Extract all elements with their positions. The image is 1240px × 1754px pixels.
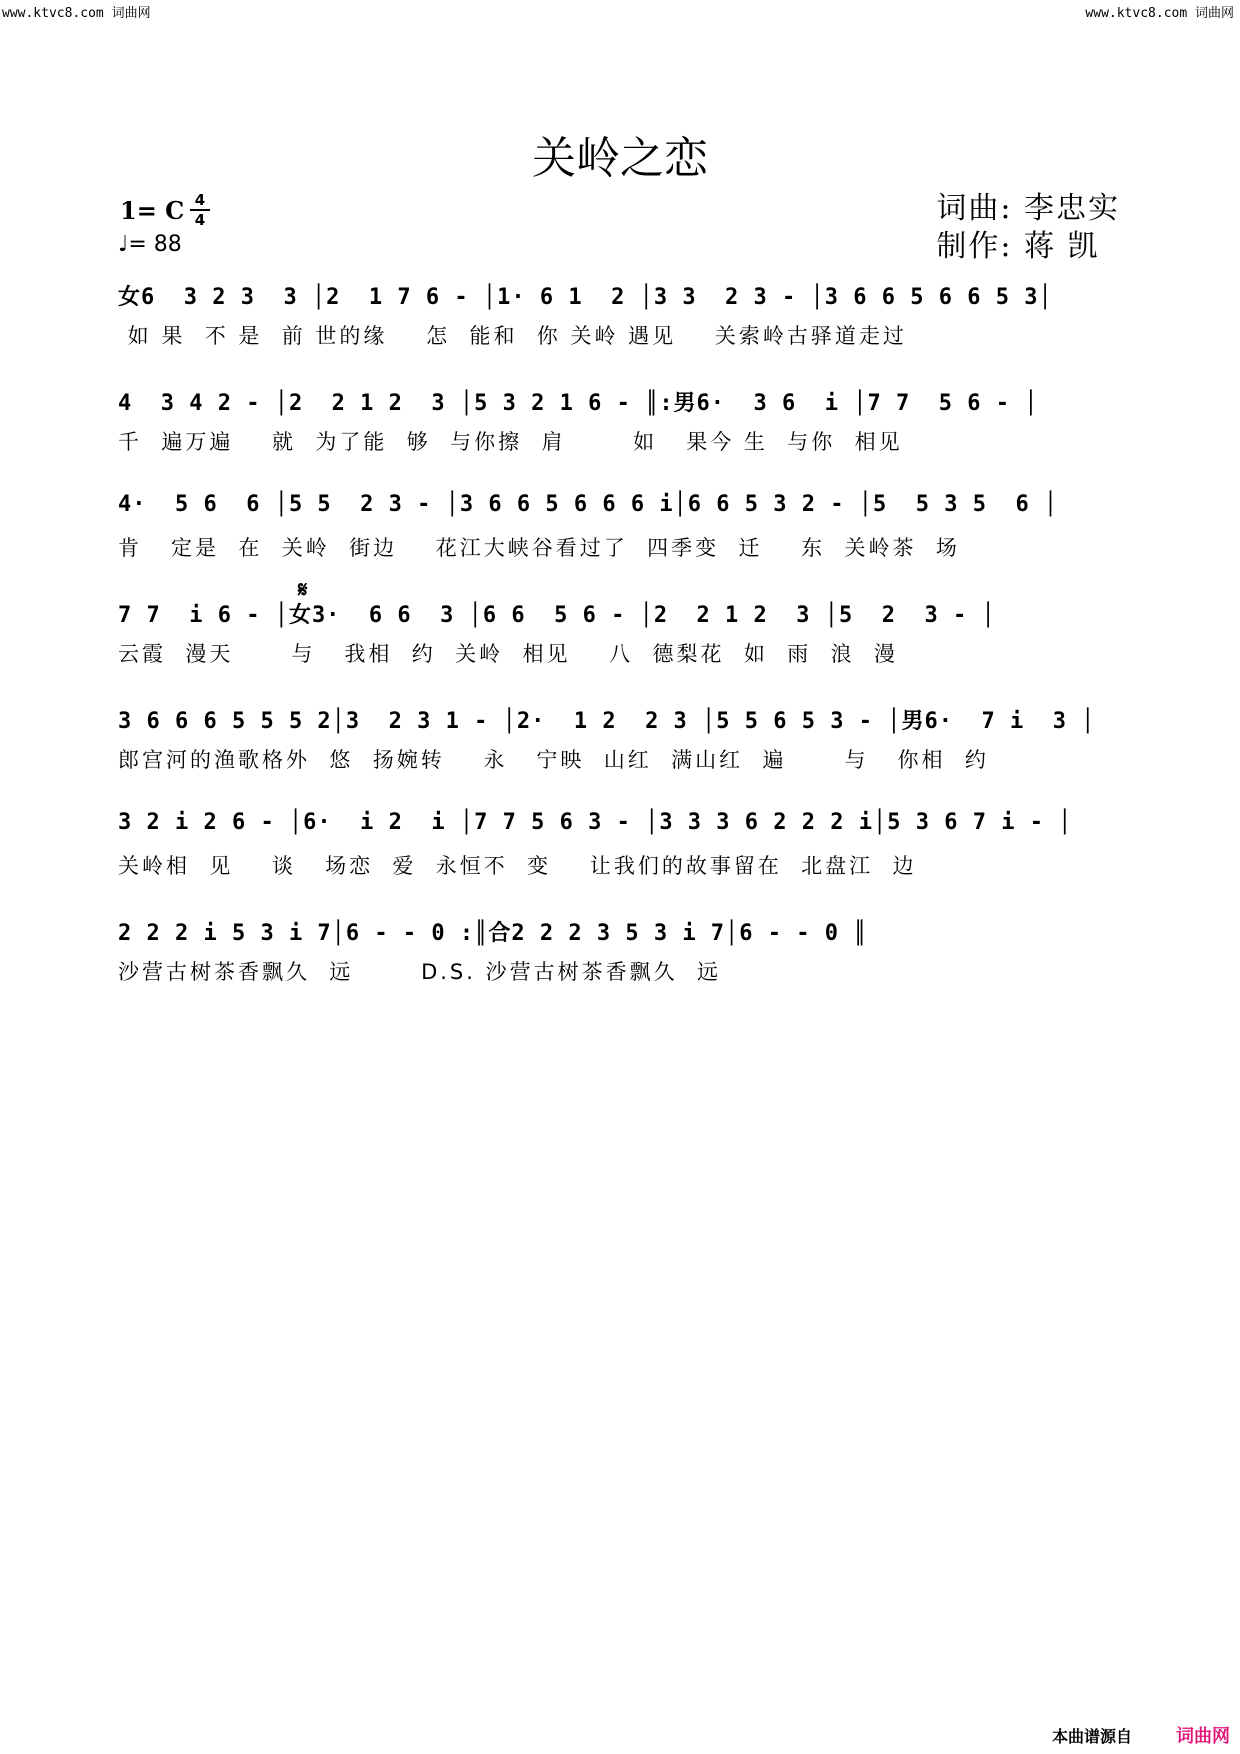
footer-source-text: 本曲谱源自	[1051, 1727, 1132, 1746]
score-line-4	[110, 578, 1130, 692]
composer-credit: 词曲: 李忠实	[936, 191, 1120, 226]
score	[110, 268, 1130, 1010]
score-line-1	[110, 268, 1130, 374]
lyrics-line-5: 郎宫河的渔歌格外 悠 扬婉转 永 宁映 山红 满山红 遍 与 你相 约	[118, 748, 989, 772]
lyrics-line-2: 千 遍万遍 就 为了能 够 与你擦 肩 如 果今 生 与你 相见	[118, 430, 903, 454]
lyrics-line-7: 沙营古树茶香飘久 远 D.S. 沙营古树茶香飘久 远	[118, 960, 721, 984]
score-line-6	[110, 798, 1130, 904]
lyrics-line-1: 如 果 不 是 前 世的缘 怎 能和 你 关岭 遇见 关索岭古驿道走过	[118, 324, 907, 348]
time-signature-top: 4	[194, 191, 206, 209]
lyrics-line-6: 关岭相 见 谈 场恋 爱 永恒不 变 让我们的故事留在 北盘江 边	[118, 854, 917, 878]
time-signature-bottom: 4	[194, 211, 206, 229]
score-line-5	[110, 692, 1130, 798]
song-title: 关岭之恋	[532, 133, 708, 184]
notes-line-2: 4 3 4 2 - │2 2 1 2 3 │5 3 2 1 6 - ║:男6· 3 6 i │7 7 5 6 - │	[118, 391, 1039, 416]
time-signature	[190, 192, 210, 228]
notes-line-3: 4· 5 6 6 │5 5 2 3 - │3 6 6 5 6 6 6 i│6 6 5 3 2 - │5 5 3 5 6 │	[118, 492, 1059, 517]
notes-line-1: 女6 3 2 3 3 │2 1 7 6 - │1· 6 1 2 │3 3 2 3 - │3 6 6 5 6 6 5 3│	[118, 285, 1053, 310]
lyrics-line-4: 云霞 漫天 与 我相 约 关岭 相见 八 德梨花 如 雨 浪 漫	[118, 642, 898, 666]
tempo-marking: ♩= 88	[118, 232, 182, 257]
score-line-2	[110, 374, 1130, 480]
watermark-right: www.ktvc8.com 词曲网	[1085, 6, 1234, 21]
notes-line-6: 3 2 i 2 6 - │6· i 2 i │7 7 5 6 3 - │3 3 3 6 2 2 2 i│5 3 6 7 i - │	[118, 810, 1073, 835]
notes-line-4: 7 7 i 6 - │女3· 6 6 3 │6 6 5 6 - │2 2 1 2 3 │5 2 3 - │	[118, 603, 996, 628]
notes-line-7: 2 2 2 i 5 3 i 7│6 - - 0 :║合2 2 2 3 5 3 i 7│6 - - 0 ║	[118, 921, 868, 946]
score-line-7	[110, 904, 1130, 1010]
watermark-left: www.ktvc8.com 词曲网	[2, 6, 151, 21]
footer-brand-logo[interactable]: 词曲网	[1176, 1726, 1230, 1747]
producer-credit: 制作: 蒋 凯	[936, 229, 1100, 264]
footer-source	[1052, 1722, 1230, 1748]
credits	[936, 190, 1120, 266]
notes-line-5: 3 6 6 6 5 5 5 2│3 2 3 1 - │2· 1 2 2 3 │5 5 6 5 3 - │男6· 7 i 3 │	[118, 709, 1096, 734]
score-line-3	[110, 480, 1130, 586]
key-signature: 1= C	[120, 196, 185, 225]
segno-icon: 𝄋	[298, 578, 308, 603]
lyrics-line-3: 肯 定是 在 关岭 街边 花江大峡谷看过了 四季变 迁 东 关岭茶 场	[118, 536, 960, 560]
